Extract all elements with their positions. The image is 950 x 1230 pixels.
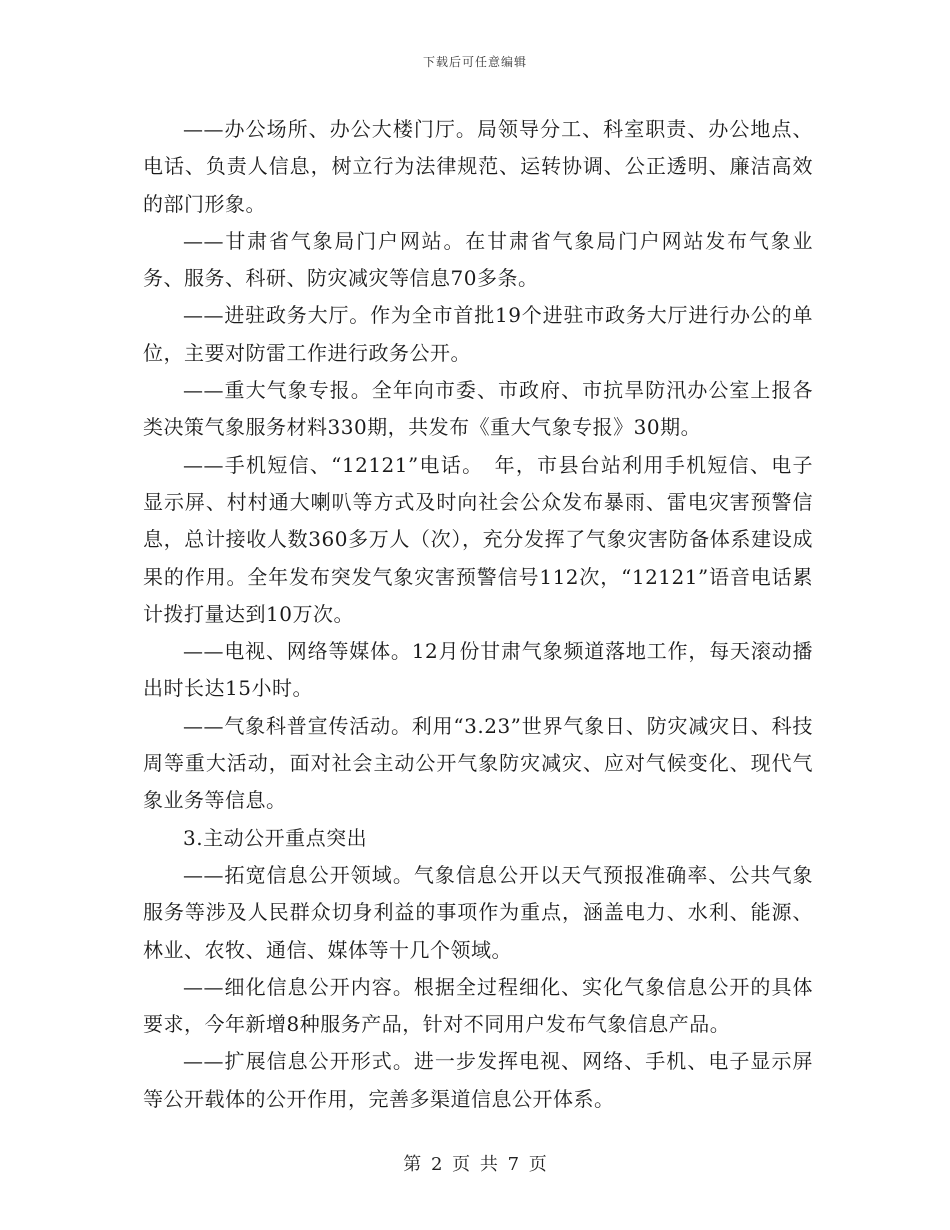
section-heading: 3.主动公开重点突出 (183, 825, 368, 850)
paragraph-refine-content: ——细化信息公开内容。根据全过程细化、实化气象信息公开的具体要求，今年新增8种服务产品，针对不同用户发布气象信息产品。 (143, 974, 813, 1037)
page-number: 第 2 页 共 7 页 (403, 1154, 547, 1175)
paragraph-tv-network: ——电视、网络等媒体。12月份甘肃气象频道落地工作，每天滚动播出时长达15小时。 (143, 639, 813, 701)
page-header: 下载后可任意编辑 (422, 55, 527, 69)
paragraph-extend-forms: ——扩展信息公开形式。进一步发挥电视、网络、手机、电子显示屏等公开载体的公开作用，完善多渠道信息公开体系。 (143, 1049, 813, 1111)
paragraph-science-activities: ——气象科普宣传活动。利用“3.23”世界气象日、防灾减灾日、科技周等重大活动，面对社会主动公开气象防灾减灾、应对气候变化、现代气象业务等信息。 (143, 713, 813, 813)
document-body (143, 111, 813, 1118)
paragraph-sms-12121: ——手机短信、“12121”电话。 年，市县台站利用手机短信、电子显示屏、村村通大喇叭等方式及时向社会公众发布暴雨、雷电灾害预警信息，总计接收人数360多万人（次），充分发挥了气象灾害防备体系建设成果的作用。全年发布突发气象灾害预警信号112次，“12121”语音电话累计拨打量达到10万次。 (143, 452, 813, 626)
paragraph-expand-fields: ——拓宽信息公开领域。气象信息公开以天气预报准确率、公共气象服务等涉及人民群众切身利益的事项作为重点，涵盖电力、水利、能源、林业、农牧、通信、媒体等十几个领域。 (143, 862, 813, 962)
paragraph-government-hall: ——进驻政务大厅。作为全市首批19个进驻市政务大厅进行办公的单位，主要对防雷工作进行政务公开。 (143, 303, 813, 365)
paragraph-portal-website: ——甘肃省气象局门户网站。在甘肃省气象局门户网站发布气象业务、服务、科研、防灾减灾等信息70多条。 (143, 228, 813, 291)
paragraph-weather-report: ——重大气象专报。全年向市委、市政府、市抗旱防汛办公室上报各类决策气象服务材料330期，共发布《重大气象专报》30期。 (143, 378, 813, 440)
paragraph-office-venue: ——办公场所、办公大楼门厅。局领导分工、科室职责、办公地点、电话、负责人信息，树立行为法律规范、运转协调、公正透明、廉洁高效的部门形象。 (143, 117, 813, 216)
